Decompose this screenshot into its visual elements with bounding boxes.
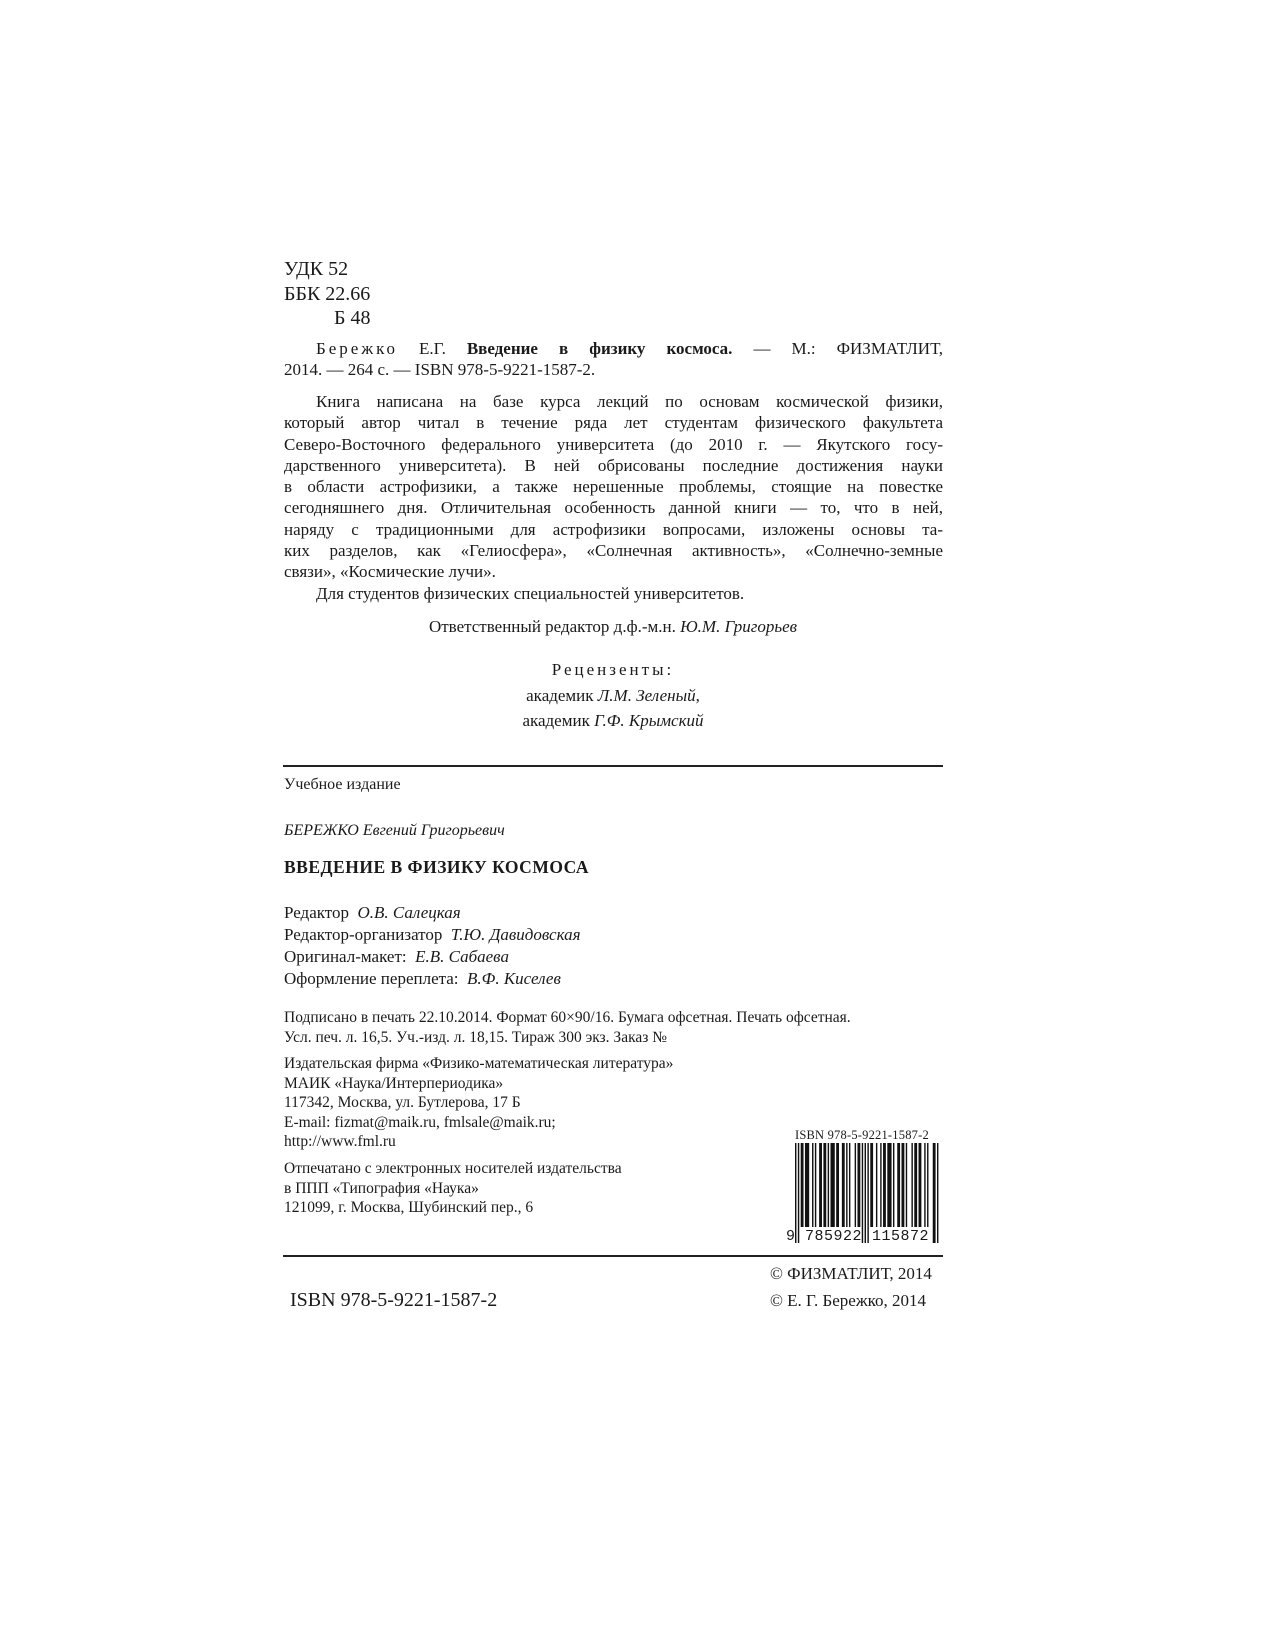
barcode-bar: [842, 1143, 845, 1227]
abstract-line: Книга написана на базе курса лекций по основам космической физики,: [316, 392, 943, 411]
editor-name: Ю.М. Григорьев: [680, 617, 798, 636]
print-spec-line: Усл. печ. л. 16,5. Уч.-изд. л. 18,15. Тираж 300 экз. Заказ №: [284, 1028, 668, 1046]
barcode-bar: [887, 1143, 891, 1227]
barcode-bar: [857, 1143, 860, 1227]
imprint-author: [284, 822, 505, 840]
edition-type: Учебное издание: [284, 776, 401, 793]
citation-author: Бережко: [316, 339, 398, 358]
imprint-title: ВВЕДЕНИЕ В ФИЗИКУ КОСМОСА: [284, 857, 590, 877]
barcode-bar: [876, 1143, 877, 1227]
printer-line: Отпечатано с электронных носителей издательства: [284, 1160, 622, 1177]
credit-name: Т.Ю. Давидовская: [450, 925, 581, 944]
abstract-line: связи», «Космические лучи».: [284, 562, 496, 582]
credit-role: Редактор: [284, 903, 349, 922]
citation-line-2: 2014. — 264 с. — ISBN 978-5-9221-1587-2.: [284, 360, 596, 380]
barcode-bar: [914, 1143, 917, 1227]
barcode-bar: [815, 1143, 816, 1227]
separator-bottom: [283, 1255, 943, 1257]
barcode-isbn-caption: ISBN 978-5-9221-1587-2: [795, 1128, 929, 1142]
reviewer-1: [0, 686, 1226, 706]
reviewers-heading: Рецензенты:: [551, 660, 675, 679]
credit-row: [284, 924, 581, 946]
credit-name: В.Ф. Киселев: [467, 969, 561, 988]
abstract-line: который автор читал в течение ряда лет студентам физического факультета: [284, 413, 943, 433]
responsible-editor: [0, 617, 1226, 637]
citation-line-1: [284, 338, 943, 359]
printer-line: 121099, г. Москва, Шубинский пер., 6: [284, 1199, 534, 1216]
publisher-info: [284, 1054, 673, 1152]
barcode-bar: [924, 1143, 925, 1227]
print-specs: [284, 1008, 851, 1047]
barcode-bar: [819, 1143, 822, 1227]
barcode-bar: [883, 1143, 886, 1227]
credit-role: Оригинал-макет:: [284, 947, 407, 966]
abstract-line: Северо-Восточного федерального университета (до 2010 г. — Якутского госу-: [284, 434, 943, 454]
barcode-bar: [805, 1143, 809, 1227]
copyright-author: [770, 1291, 926, 1311]
print-spec-line: Подписано в печать 22.10.2014. Формат 60×90/16. Бумага офсетная. Печать офсетная.: [284, 1009, 851, 1026]
credit-role: Редактор-организатор: [284, 925, 443, 944]
udk-code: УДК 52: [284, 258, 349, 280]
barcode-bar: [906, 1143, 907, 1227]
barcode-bar: [831, 1143, 835, 1227]
editor-label: Ответственный редактор д.ф.-м.н.: [428, 617, 676, 636]
credit-row: [284, 946, 581, 968]
barcode-bar: [880, 1143, 881, 1227]
author-mark: Б 48: [334, 307, 371, 329]
abstract-line: в области астрофизики, а также нерешенные проблемы, стоящие на повестке: [284, 477, 943, 497]
abstract-line: сегодняшнего дня. Отличительная особенность данной книги — то, что в ней,: [284, 498, 943, 518]
bibliographic-citation: [284, 338, 943, 381]
reviewer-1-title: академик: [526, 686, 594, 705]
abstract: [284, 391, 943, 604]
barcode-digits-left: 785922: [805, 1228, 863, 1245]
publisher-line: http://www.fml.ru: [284, 1133, 396, 1150]
abstract-line: наряду с традиционными для астрофизики вопросами, изложены основы та-: [284, 519, 943, 539]
copyright-symbol: ©: [770, 1264, 783, 1283]
credit-name: О.В. Салецкая: [357, 903, 461, 922]
citation-title: Введение в физику космоса.: [466, 339, 733, 358]
citation-publisher: — М.: ФИЗМАТЛИТ,: [732, 339, 943, 358]
barcode-bar: [902, 1143, 905, 1227]
abstract-line: ких разделов, как «Гелиосфера», «Солнечная активность», «Солнечно-земные: [284, 541, 943, 561]
credit-row: [284, 968, 581, 990]
reviewer-1-name: Л.М. Зеленый: [597, 686, 696, 705]
barcode-digit-lead: 9: [786, 1228, 796, 1245]
audience-note: Для студентов физических специальностей университетов.: [316, 583, 745, 603]
credits: [284, 902, 581, 990]
barcode-digits-right: 115872: [872, 1228, 930, 1245]
author-surname: БЕРЕЖКО: [284, 822, 359, 839]
separator-top: [283, 765, 943, 767]
barcode-bar: [893, 1143, 894, 1227]
publisher-line: E-mail: fizmat@maik.ru, fmlsale@maik.ru;: [284, 1113, 556, 1131]
barcode-bar: [849, 1143, 850, 1227]
footer-isbn: ISBN 978-5-9221-1587-2: [290, 1289, 498, 1311]
credit-name: Е.В. Сабаева: [415, 947, 509, 966]
copyright-symbol: ©: [770, 1291, 783, 1310]
barcode-digits: [786, 1228, 946, 1246]
barcode-bar: [836, 1143, 839, 1227]
publisher-line: Издательская фирма «Физико-математическая литература»: [284, 1055, 674, 1072]
printer-info: [284, 1159, 622, 1218]
copyright-publisher-text: ФИЗМАТЛИТ, 2014: [787, 1264, 932, 1283]
bbk-code: ББК 22.66: [284, 283, 371, 305]
barcode-bar: [927, 1143, 928, 1227]
copyright-author-text: Е. Г. Бережко, 2014: [787, 1291, 926, 1310]
reviewer-2-title: академик: [522, 711, 590, 730]
abstract-line: дарственного университета). В ней обрисованы последние достижения науки: [284, 455, 943, 475]
barcode-bar: [828, 1143, 829, 1227]
barcode-bar: [919, 1143, 922, 1227]
barcode-bar: [870, 1143, 873, 1227]
credit-row: [284, 902, 581, 924]
printer-line: в ППП «Типография «Наука»: [284, 1179, 479, 1197]
barcode-bar: [846, 1143, 847, 1227]
credit-role: Оформление переплета:: [284, 969, 459, 988]
barcode-bar: [823, 1143, 826, 1227]
barcode-bar: [801, 1143, 804, 1227]
citation-initials: Е.Г.: [398, 339, 467, 358]
publisher-line: 117342, Москва, ул. Бутлерова, 17 Б: [284, 1094, 521, 1111]
barcode-bar: [911, 1143, 912, 1227]
reviewer-2: [0, 711, 1226, 731]
reviewer-2-name: Г.Ф. Крымский: [594, 711, 704, 730]
author-given-name: Евгений Григорьевич: [362, 822, 505, 839]
barcode-bar: [897, 1143, 900, 1227]
copyright-publisher: [770, 1264, 932, 1284]
barcode-bar: [855, 1143, 856, 1227]
barcode-bar: [812, 1143, 813, 1227]
publisher-line: МАИК «Наука/Интерпериодика»: [284, 1074, 504, 1092]
reviewer-1-comma: ,: [695, 686, 700, 705]
